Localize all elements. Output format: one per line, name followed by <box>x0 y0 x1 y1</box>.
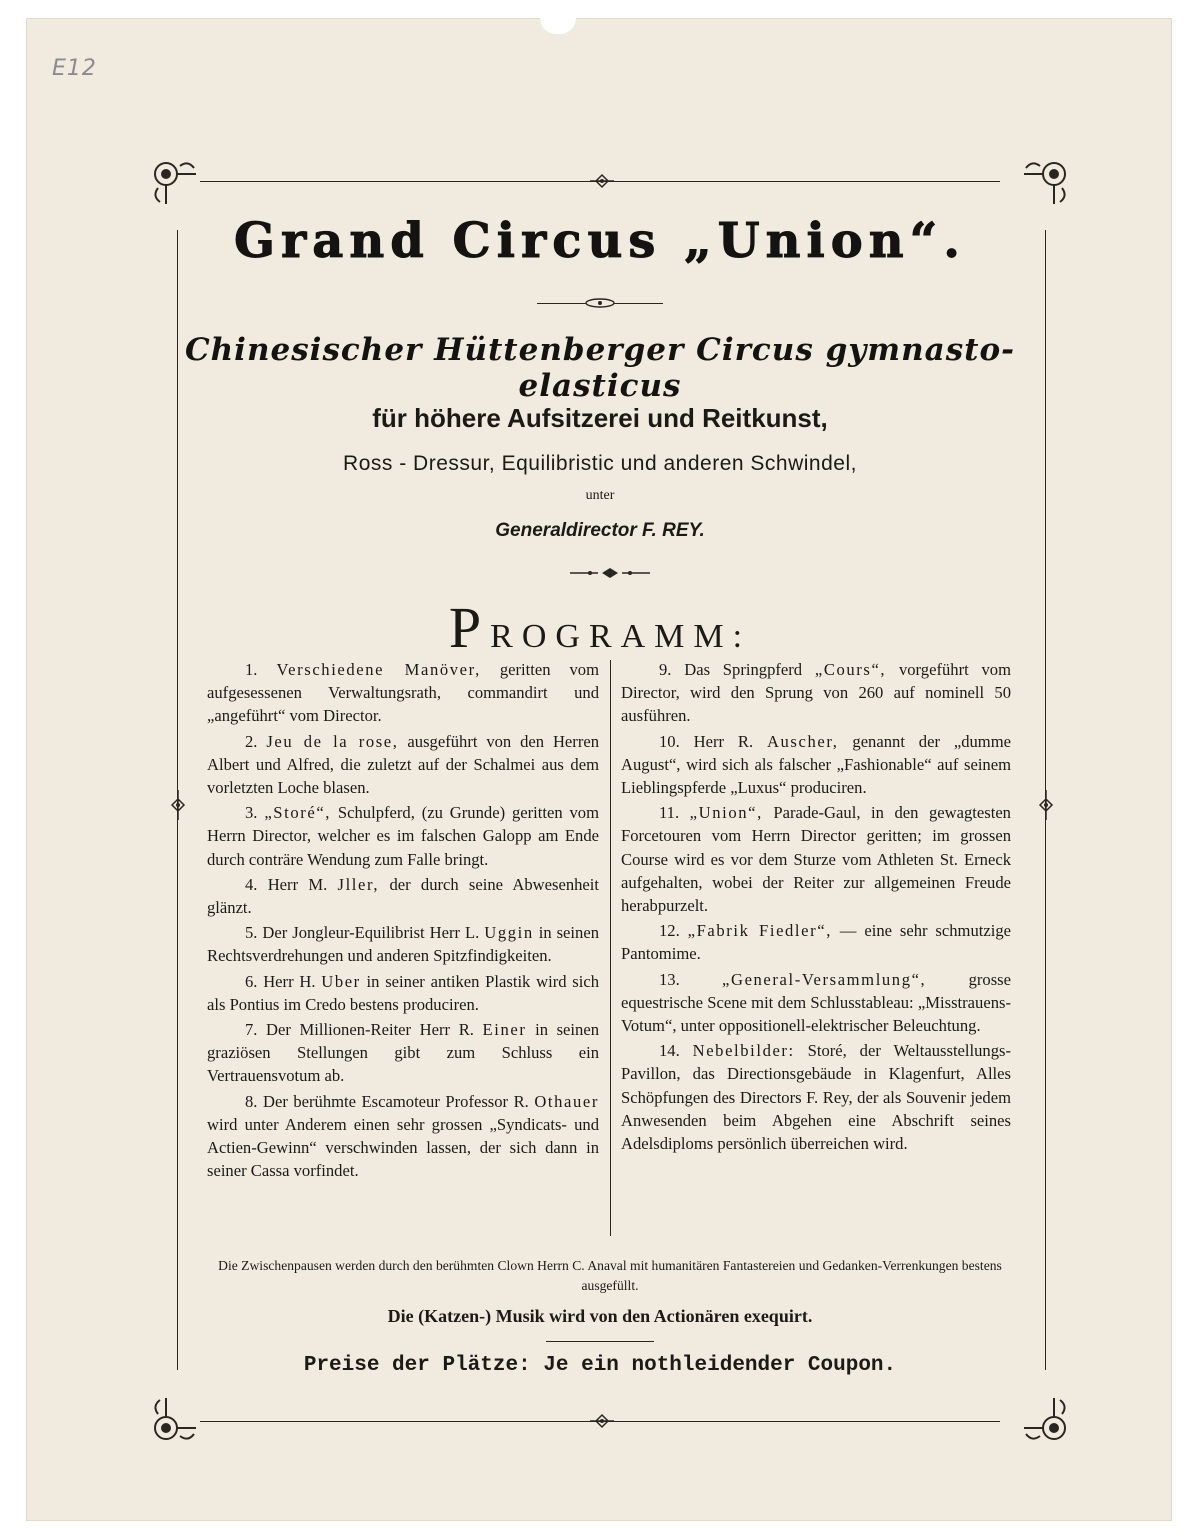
subtitle-ross-dressur: Ross - Dressur, Equilibristic und anderen Schwindel, <box>343 452 857 475</box>
program-item: 14. Nebelbilder: Storé, der Weltausstellungs-Pavillon, das Directionsgebäude in Klagenfurt, Alles Schöpfungen des Directors F. Rey, der als Souvenir jedem Anwesenden beim Abgehen eine Abschrift seines Adelsdiploms persönlich überreichen wird. <box>621 1041 1012 1154</box>
section-divider-ornament-icon <box>568 566 652 580</box>
program-item: 11. „Union“, Parade-Gaul, in den gewagtesten Forcetouren vom Herrn Director geritten; im grossen Course wird es vor dem Sturze vom Athleten St. Erneck aufgehalten, wobei der Reiter zur allgemeinen Freude herabpurzelt. <box>621 803 1011 916</box>
corner-ornament-icon <box>150 158 198 206</box>
program-item: 10. Herr R. Auscher, genannt der „dumme August“, wird sich als falscher „Fashionable“ auf seinem Lieblingspferde „Luxus“ produciren. <box>621 731 1011 798</box>
program-item: 6. Herr H. Uber in seiner antiken Plastik wird sich als Pontius im Credo bestens produciren. <box>207 971 599 1014</box>
poster-title-name: „Union“. <box>684 213 966 269</box>
director-line: Generaldirector F. REY. <box>495 520 705 541</box>
frame-ornament-icon <box>170 788 186 822</box>
poster-title-main: Grand Circus <box>234 213 662 269</box>
program-column-right <box>621 658 1011 1157</box>
subtitle-unter: unter <box>585 488 615 503</box>
program-item: 5. Der Jongleur-Equilibrist Herr L. Uggin in seinen Rechtsverdrehungen und anderen Spitzfindigkeiten. <box>207 923 599 966</box>
program-item: 9. Das Springpferd „Cours“, vorgeführt vom Director, wird den Sprung von 260 auf nominell 50 ausführen. <box>621 660 1011 726</box>
pencil-annotation: E12 <box>52 56 97 81</box>
corner-ornament-icon <box>1022 158 1070 206</box>
column-divider <box>610 660 611 1236</box>
subtitle-reitkunst: für höhere Aufsitzerei und Reitkunst, <box>372 403 828 433</box>
intermission-note: Die Zwischenpausen werden durch den berühmten Clown Herrn C. Anaval mit humanitären Fantastereien und Gedanken-Verrenkungen bestens ausgefüllt. <box>218 1258 1002 1293</box>
frame-ornament-icon <box>588 173 616 189</box>
programm-heading <box>170 594 1030 661</box>
program-item: 3. „Storé“, Schulpferd, (zu Grunde) geritten vom Herrn Director, welcher es im falschen Galopp am Ende durch conträre Wendung zum Falle bringt. <box>207 803 600 869</box>
programm-initial: P <box>448 595 491 660</box>
poster-title <box>170 213 1030 269</box>
program-item: 1. Verschiedene Manöver, geritten vom aufgesessenen Verwaltungsrath, commandirt und „angeführt“ vom Director. <box>207 660 600 726</box>
prices-line: Preise der Plätze: Je ein nothleidender Coupon. <box>303 1354 897 1377</box>
frame-ornament-icon <box>1038 788 1054 822</box>
program-item: 4. Herr M. Jller, der durch seine Abwesenheit glänzt. <box>207 874 599 918</box>
programm-rest: ROGRAMM: <box>490 618 752 655</box>
title-divider-ornament-icon <box>584 297 616 309</box>
program-item: 13. „General-Versammlung“, grosse equestrische Scene mit dem Schlusstableau: „Misstrauens-Votum“, unter oppositionell-elektrischer Beleuchtung. <box>621 969 1011 1036</box>
program-item: 2. Jeu de la rose, ausgeführt von den Herren Albert und Alfred, die zuletzt auf der Schalmei aus dem vorletzten Loche blasen. <box>207 731 600 798</box>
program-column-left <box>207 658 599 1184</box>
blackletter-subtitle: Chinesischer Hüttenberger Circus gymnasto-elasticus <box>184 332 1016 404</box>
frame-ornament-icon <box>588 1413 616 1429</box>
program-item: 12. „Fabrik Fiedler“, — eine sehr schmutzige Pantomime. <box>621 921 1011 964</box>
corner-ornament-icon <box>150 1396 198 1444</box>
music-note: Die (Katzen-) Musik wird von den Actionären exequirt. <box>387 1306 813 1326</box>
footer-rule <box>546 1341 654 1342</box>
program-item: 8. Der berühmte Escamoteur Professor R. Othauer wird unter Anderem einen sehr grossen „Syndicats- und Actien-Gewinn“ verschwinden lassen, der sich dann in seiner Cassa vorfindet. <box>207 1091 599 1181</box>
corner-ornament-icon <box>1022 1396 1070 1444</box>
program-item: 7. Der Millionen-Reiter Herr R. Einer in seinen graziösen Stellungen gibt zum Schluss ein Vertrauensvotum ab. <box>207 1020 599 1086</box>
